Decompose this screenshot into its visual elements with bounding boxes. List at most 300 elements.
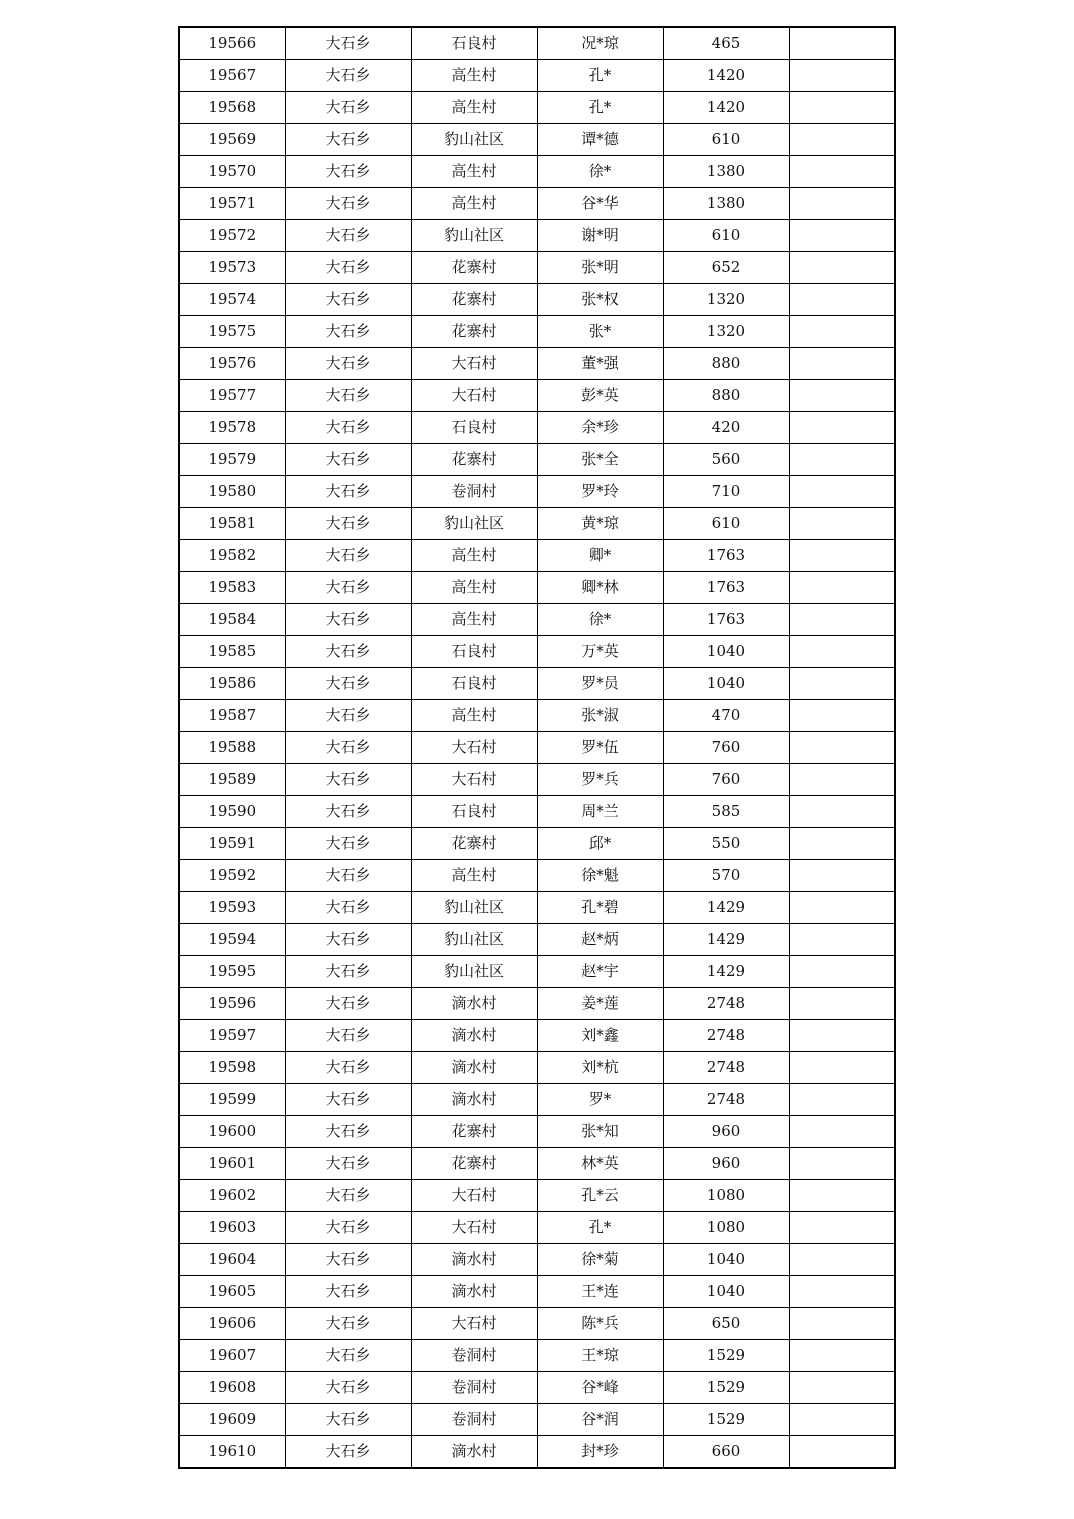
cell-remarks [789,284,895,316]
cell-serial-number: 19591 [179,828,285,860]
cell-amount: 560 [663,444,789,476]
cell-township: 大石乡 [285,828,411,860]
cell-remarks [789,636,895,668]
cell-remarks [789,956,895,988]
cell-village: 石良村 [411,796,537,828]
cell-remarks [789,700,895,732]
cell-serial-number: 19590 [179,796,285,828]
table-row [179,316,895,348]
table-row [179,796,895,828]
cell-village: 豹山社区 [411,508,537,540]
cell-township: 大石乡 [285,92,411,124]
cell-remarks [789,764,895,796]
cell-village: 豹山社区 [411,124,537,156]
cell-remarks [789,1276,895,1308]
cell-township: 大石乡 [285,284,411,316]
cell-amount: 550 [663,828,789,860]
cell-name: 谷*润 [537,1404,663,1436]
cell-township: 大石乡 [285,348,411,380]
cell-amount: 1529 [663,1404,789,1436]
cell-amount: 1429 [663,892,789,924]
cell-serial-number: 19578 [179,412,285,444]
cell-remarks [789,796,895,828]
cell-name: 谷*峰 [537,1372,663,1404]
cell-remarks [789,1212,895,1244]
cell-remarks [789,1372,895,1404]
cell-serial-number: 19581 [179,508,285,540]
table-row [179,27,895,60]
cell-village: 高生村 [411,700,537,732]
cell-name: 陈*兵 [537,1308,663,1340]
cell-serial-number: 19610 [179,1436,285,1469]
cell-village: 滴水村 [411,988,537,1020]
cell-name: 林*英 [537,1148,663,1180]
cell-remarks [789,1020,895,1052]
cell-amount: 2748 [663,1020,789,1052]
cell-amount: 1040 [663,1244,789,1276]
cell-amount: 610 [663,508,789,540]
cell-remarks [789,124,895,156]
cell-serial-number: 19569 [179,124,285,156]
cell-remarks [789,988,895,1020]
table-row [179,252,895,284]
cell-name: 赵*炳 [537,924,663,956]
table-body [179,27,895,1468]
cell-amount: 650 [663,1308,789,1340]
table-row [179,1020,895,1052]
cell-name: 封*珍 [537,1436,663,1469]
cell-name: 孔* [537,1212,663,1244]
cell-village: 花寨村 [411,828,537,860]
cell-village: 高生村 [411,60,537,92]
cell-serial-number: 19600 [179,1116,285,1148]
cell-name: 孔* [537,60,663,92]
cell-amount: 1763 [663,540,789,572]
cell-amount: 1080 [663,1180,789,1212]
cell-name: 孔*云 [537,1180,663,1212]
cell-township: 大石乡 [285,988,411,1020]
cell-remarks [789,1340,895,1372]
cell-village: 卷洞村 [411,1404,537,1436]
cell-township: 大石乡 [285,796,411,828]
cell-serial-number: 19572 [179,220,285,252]
cell-township: 大石乡 [285,1404,411,1436]
cell-remarks [789,572,895,604]
cell-amount: 760 [663,732,789,764]
cell-serial-number: 19608 [179,1372,285,1404]
cell-village: 大石村 [411,380,537,412]
cell-name: 张*淑 [537,700,663,732]
cell-remarks [789,924,895,956]
cell-name: 罗*兵 [537,764,663,796]
cell-village: 花寨村 [411,444,537,476]
table-row [179,1180,895,1212]
table-row [179,988,895,1020]
cell-serial-number: 19601 [179,1148,285,1180]
cell-township: 大石乡 [285,636,411,668]
cell-amount: 1420 [663,60,789,92]
cell-village: 高生村 [411,572,537,604]
cell-amount: 960 [663,1148,789,1180]
cell-serial-number: 19582 [179,540,285,572]
cell-village: 高生村 [411,604,537,636]
table-row [179,604,895,636]
cell-village: 滴水村 [411,1084,537,1116]
table-row [179,348,895,380]
cell-township: 大石乡 [285,508,411,540]
cell-township: 大石乡 [285,764,411,796]
cell-name: 罗*员 [537,668,663,700]
table-row [179,1436,895,1469]
cell-amount: 2748 [663,1052,789,1084]
table-row [179,60,895,92]
cell-village: 卷洞村 [411,476,537,508]
cell-name: 彭*英 [537,380,663,412]
cell-serial-number: 19574 [179,284,285,316]
cell-village: 高生村 [411,860,537,892]
cell-remarks [789,380,895,412]
cell-amount: 585 [663,796,789,828]
cell-amount: 2748 [663,1084,789,1116]
cell-village: 豹山社区 [411,892,537,924]
table-row [179,124,895,156]
cell-amount: 960 [663,1116,789,1148]
table-row [179,636,895,668]
cell-serial-number: 19589 [179,764,285,796]
cell-remarks [789,60,895,92]
cell-serial-number: 19579 [179,444,285,476]
cell-name: 谢*明 [537,220,663,252]
cell-village: 卷洞村 [411,1340,537,1372]
cell-serial-number: 19603 [179,1212,285,1244]
cell-village: 高生村 [411,92,537,124]
cell-name: 谷*华 [537,188,663,220]
cell-amount: 652 [663,252,789,284]
cell-name: 余*珍 [537,412,663,444]
cell-amount: 1420 [663,92,789,124]
cell-serial-number: 19599 [179,1084,285,1116]
cell-name: 刘*鑫 [537,1020,663,1052]
cell-serial-number: 19580 [179,476,285,508]
table-row [179,540,895,572]
cell-remarks [789,604,895,636]
cell-amount: 1380 [663,188,789,220]
table-row [179,188,895,220]
cell-amount: 1529 [663,1340,789,1372]
cell-township: 大石乡 [285,27,411,60]
cell-township: 大石乡 [285,1148,411,1180]
cell-remarks [789,892,895,924]
cell-name: 王*连 [537,1276,663,1308]
cell-village: 花寨村 [411,316,537,348]
cell-name: 姜*莲 [537,988,663,1020]
table-row [179,1276,895,1308]
cell-amount: 1429 [663,956,789,988]
cell-township: 大石乡 [285,1180,411,1212]
cell-amount: 1763 [663,572,789,604]
table-row [179,412,895,444]
cell-amount: 1429 [663,924,789,956]
cell-name: 董*强 [537,348,663,380]
cell-village: 石良村 [411,412,537,444]
cell-village: 滴水村 [411,1436,537,1469]
cell-amount: 1320 [663,284,789,316]
cell-village: 花寨村 [411,1148,537,1180]
cell-remarks [789,1084,895,1116]
cell-name: 张*全 [537,444,663,476]
cell-township: 大石乡 [285,444,411,476]
cell-remarks [789,1404,895,1436]
table-row [179,1372,895,1404]
cell-serial-number: 19604 [179,1244,285,1276]
cell-amount: 710 [663,476,789,508]
table-row [179,284,895,316]
cell-name: 周*兰 [537,796,663,828]
cell-township: 大石乡 [285,412,411,444]
cell-serial-number: 19596 [179,988,285,1020]
table-row [179,1148,895,1180]
cell-amount: 1080 [663,1212,789,1244]
cell-serial-number: 19597 [179,1020,285,1052]
cell-remarks [789,220,895,252]
table-row [179,892,895,924]
cell-remarks [789,1052,895,1084]
cell-name: 罗* [537,1084,663,1116]
cell-serial-number: 19587 [179,700,285,732]
cell-serial-number: 19571 [179,188,285,220]
cell-township: 大石乡 [285,1340,411,1372]
cell-township: 大石乡 [285,1116,411,1148]
table-row [179,924,895,956]
cell-remarks [789,1116,895,1148]
cell-remarks [789,476,895,508]
table-row [179,92,895,124]
cell-remarks [789,1148,895,1180]
cell-name: 刘*杭 [537,1052,663,1084]
cell-township: 大石乡 [285,732,411,764]
cell-village: 高生村 [411,156,537,188]
table-row [179,1308,895,1340]
cell-township: 大石乡 [285,1244,411,1276]
cell-amount: 2748 [663,988,789,1020]
cell-name: 徐*魁 [537,860,663,892]
cell-township: 大石乡 [285,924,411,956]
cell-village: 高生村 [411,188,537,220]
cell-amount: 465 [663,27,789,60]
cell-amount: 610 [663,220,789,252]
cell-serial-number: 19586 [179,668,285,700]
table-row [179,444,895,476]
cell-serial-number: 19609 [179,1404,285,1436]
cell-serial-number: 19583 [179,572,285,604]
table-row [179,1084,895,1116]
cell-township: 大石乡 [285,188,411,220]
cell-remarks [789,412,895,444]
cell-township: 大石乡 [285,60,411,92]
cell-township: 大石乡 [285,124,411,156]
cell-serial-number: 19584 [179,604,285,636]
cell-name: 张* [537,316,663,348]
cell-village: 花寨村 [411,284,537,316]
cell-name: 卿*林 [537,572,663,604]
table-row [179,220,895,252]
cell-township: 大石乡 [285,956,411,988]
cell-village: 石良村 [411,668,537,700]
cell-serial-number: 19606 [179,1308,285,1340]
cell-amount: 1763 [663,604,789,636]
cell-township: 大石乡 [285,1276,411,1308]
cell-township: 大石乡 [285,316,411,348]
cell-village: 滴水村 [411,1052,537,1084]
cell-remarks [789,1436,895,1469]
cell-remarks [789,668,895,700]
table-row [179,668,895,700]
cell-serial-number: 19570 [179,156,285,188]
cell-serial-number: 19568 [179,92,285,124]
cell-name: 徐* [537,604,663,636]
cell-amount: 420 [663,412,789,444]
cell-remarks [789,508,895,540]
table-row [179,1404,895,1436]
cell-village: 高生村 [411,540,537,572]
cell-village: 石良村 [411,27,537,60]
cell-serial-number: 19573 [179,252,285,284]
cell-amount: 760 [663,764,789,796]
table-row [179,156,895,188]
cell-name: 黄*琼 [537,508,663,540]
cell-township: 大石乡 [285,1052,411,1084]
cell-amount: 1320 [663,316,789,348]
cell-village: 大石村 [411,764,537,796]
cell-village: 卷洞村 [411,1372,537,1404]
table-row [179,860,895,892]
cell-township: 大石乡 [285,1372,411,1404]
cell-amount: 1040 [663,636,789,668]
cell-remarks [789,540,895,572]
cell-amount: 1040 [663,1276,789,1308]
cell-remarks [789,92,895,124]
cell-serial-number: 19577 [179,380,285,412]
cell-name: 孔* [537,92,663,124]
cell-township: 大石乡 [285,1436,411,1469]
cell-name: 徐* [537,156,663,188]
table-row [179,508,895,540]
table-row [179,764,895,796]
cell-amount: 470 [663,700,789,732]
cell-amount: 1380 [663,156,789,188]
cell-township: 大石乡 [285,572,411,604]
cell-township: 大石乡 [285,668,411,700]
cell-village: 豹山社区 [411,220,537,252]
cell-remarks [789,732,895,764]
cell-village: 大石村 [411,732,537,764]
cell-serial-number: 19592 [179,860,285,892]
table-row [179,828,895,860]
cell-township: 大石乡 [285,476,411,508]
cell-name: 徐*菊 [537,1244,663,1276]
cell-township: 大石乡 [285,860,411,892]
cell-name: 邱* [537,828,663,860]
cell-amount: 570 [663,860,789,892]
cell-amount: 610 [663,124,789,156]
cell-township: 大石乡 [285,540,411,572]
cell-serial-number: 19588 [179,732,285,764]
cell-village: 大石村 [411,348,537,380]
cell-village: 大石村 [411,1308,537,1340]
cell-serial-number: 19605 [179,1276,285,1308]
cell-village: 豹山社区 [411,956,537,988]
cell-remarks [789,860,895,892]
cell-name: 况*琼 [537,27,663,60]
table-row [179,572,895,604]
cell-village: 滴水村 [411,1244,537,1276]
cell-serial-number: 19575 [179,316,285,348]
cell-township: 大石乡 [285,892,411,924]
cell-township: 大石乡 [285,604,411,636]
cell-serial-number: 19598 [179,1052,285,1084]
table-row [179,1116,895,1148]
cell-serial-number: 19593 [179,892,285,924]
cell-village: 花寨村 [411,252,537,284]
cell-remarks [789,828,895,860]
cell-remarks [789,1244,895,1276]
cell-serial-number: 19576 [179,348,285,380]
cell-remarks [789,444,895,476]
data-table [178,26,896,1469]
cell-township: 大石乡 [285,156,411,188]
cell-village: 大石村 [411,1180,537,1212]
cell-township: 大石乡 [285,700,411,732]
cell-township: 大石乡 [285,252,411,284]
cell-name: 谭*德 [537,124,663,156]
cell-village: 滴水村 [411,1276,537,1308]
cell-serial-number: 19594 [179,924,285,956]
cell-township: 大石乡 [285,1308,411,1340]
cell-amount: 880 [663,380,789,412]
cell-village: 石良村 [411,636,537,668]
cell-amount: 1529 [663,1372,789,1404]
cell-remarks [789,27,895,60]
table-row [179,1052,895,1084]
cell-village: 花寨村 [411,1116,537,1148]
cell-amount: 660 [663,1436,789,1469]
cell-serial-number: 19566 [179,27,285,60]
cell-serial-number: 19567 [179,60,285,92]
cell-remarks [789,348,895,380]
cell-remarks [789,316,895,348]
cell-amount: 1040 [663,668,789,700]
cell-serial-number: 19585 [179,636,285,668]
cell-township: 大石乡 [285,1212,411,1244]
table-row [179,1212,895,1244]
cell-township: 大石乡 [285,1084,411,1116]
cell-remarks [789,1180,895,1212]
cell-village: 滴水村 [411,1020,537,1052]
cell-remarks [789,156,895,188]
cell-name: 赵*宇 [537,956,663,988]
cell-serial-number: 19595 [179,956,285,988]
cell-serial-number: 19602 [179,1180,285,1212]
cell-name: 王*琼 [537,1340,663,1372]
cell-remarks [789,252,895,284]
table-row [179,1244,895,1276]
table-row [179,380,895,412]
cell-remarks [789,1308,895,1340]
cell-name: 张*知 [537,1116,663,1148]
cell-village: 大石村 [411,1212,537,1244]
cell-name: 万*英 [537,636,663,668]
cell-name: 卿* [537,540,663,572]
